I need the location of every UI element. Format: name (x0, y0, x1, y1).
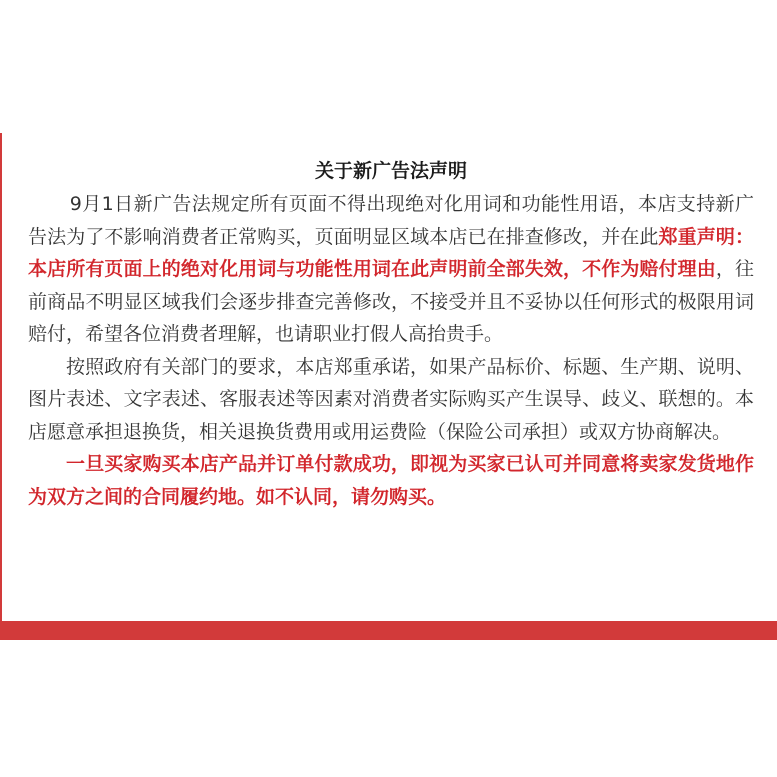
notice-paragraph-2: 按照政府有关部门的要求，本店郑重承诺，如果产品标价、标题、生产期、说明、图片表述、文字表述、客服表述等因素对消费者实际购买产生误导、歧义、联想的。本店愿意承担退换货，相关退换货费用或用运费险（保险公司承担）或双方协商解决。 (28, 355, 754, 443)
ad-law-notice (28, 154, 754, 513)
left-accent-rule (0, 133, 2, 621)
notice-paragraph-1 (28, 188, 754, 351)
notice-title: 关于新广告法声明 (314, 160, 467, 182)
contract-location-statement: 一旦买家购买本店产品并订单付款成功，即视为买家已认可并同意将卖家发货地作为双方之间的合同履约地。如不认同，请勿购买。 (28, 453, 754, 508)
footer-red-band (0, 621, 777, 640)
paragraph-1-rest: ，往前商品不明显区域我们会逐步排查完善修改，不接受并且不妥协以任何形式的极限用词赔付，希望各位消费者理解，也请职业打假人高抬贵手。 (28, 258, 754, 345)
solemn-declaration-highlight: 郑重声明：本店所有页面上的绝对化用词与功能性用词在此声明前全部失效，不作为赔付理由 (28, 225, 754, 280)
paragraph-1-intro: 9月1日新广告法规定所有页面不得出现绝对化用词和功能性用语，本店支持新广告法为了不影响消费者正常购买，页面明显区域本店已在排查修改，并在此 (28, 193, 754, 248)
